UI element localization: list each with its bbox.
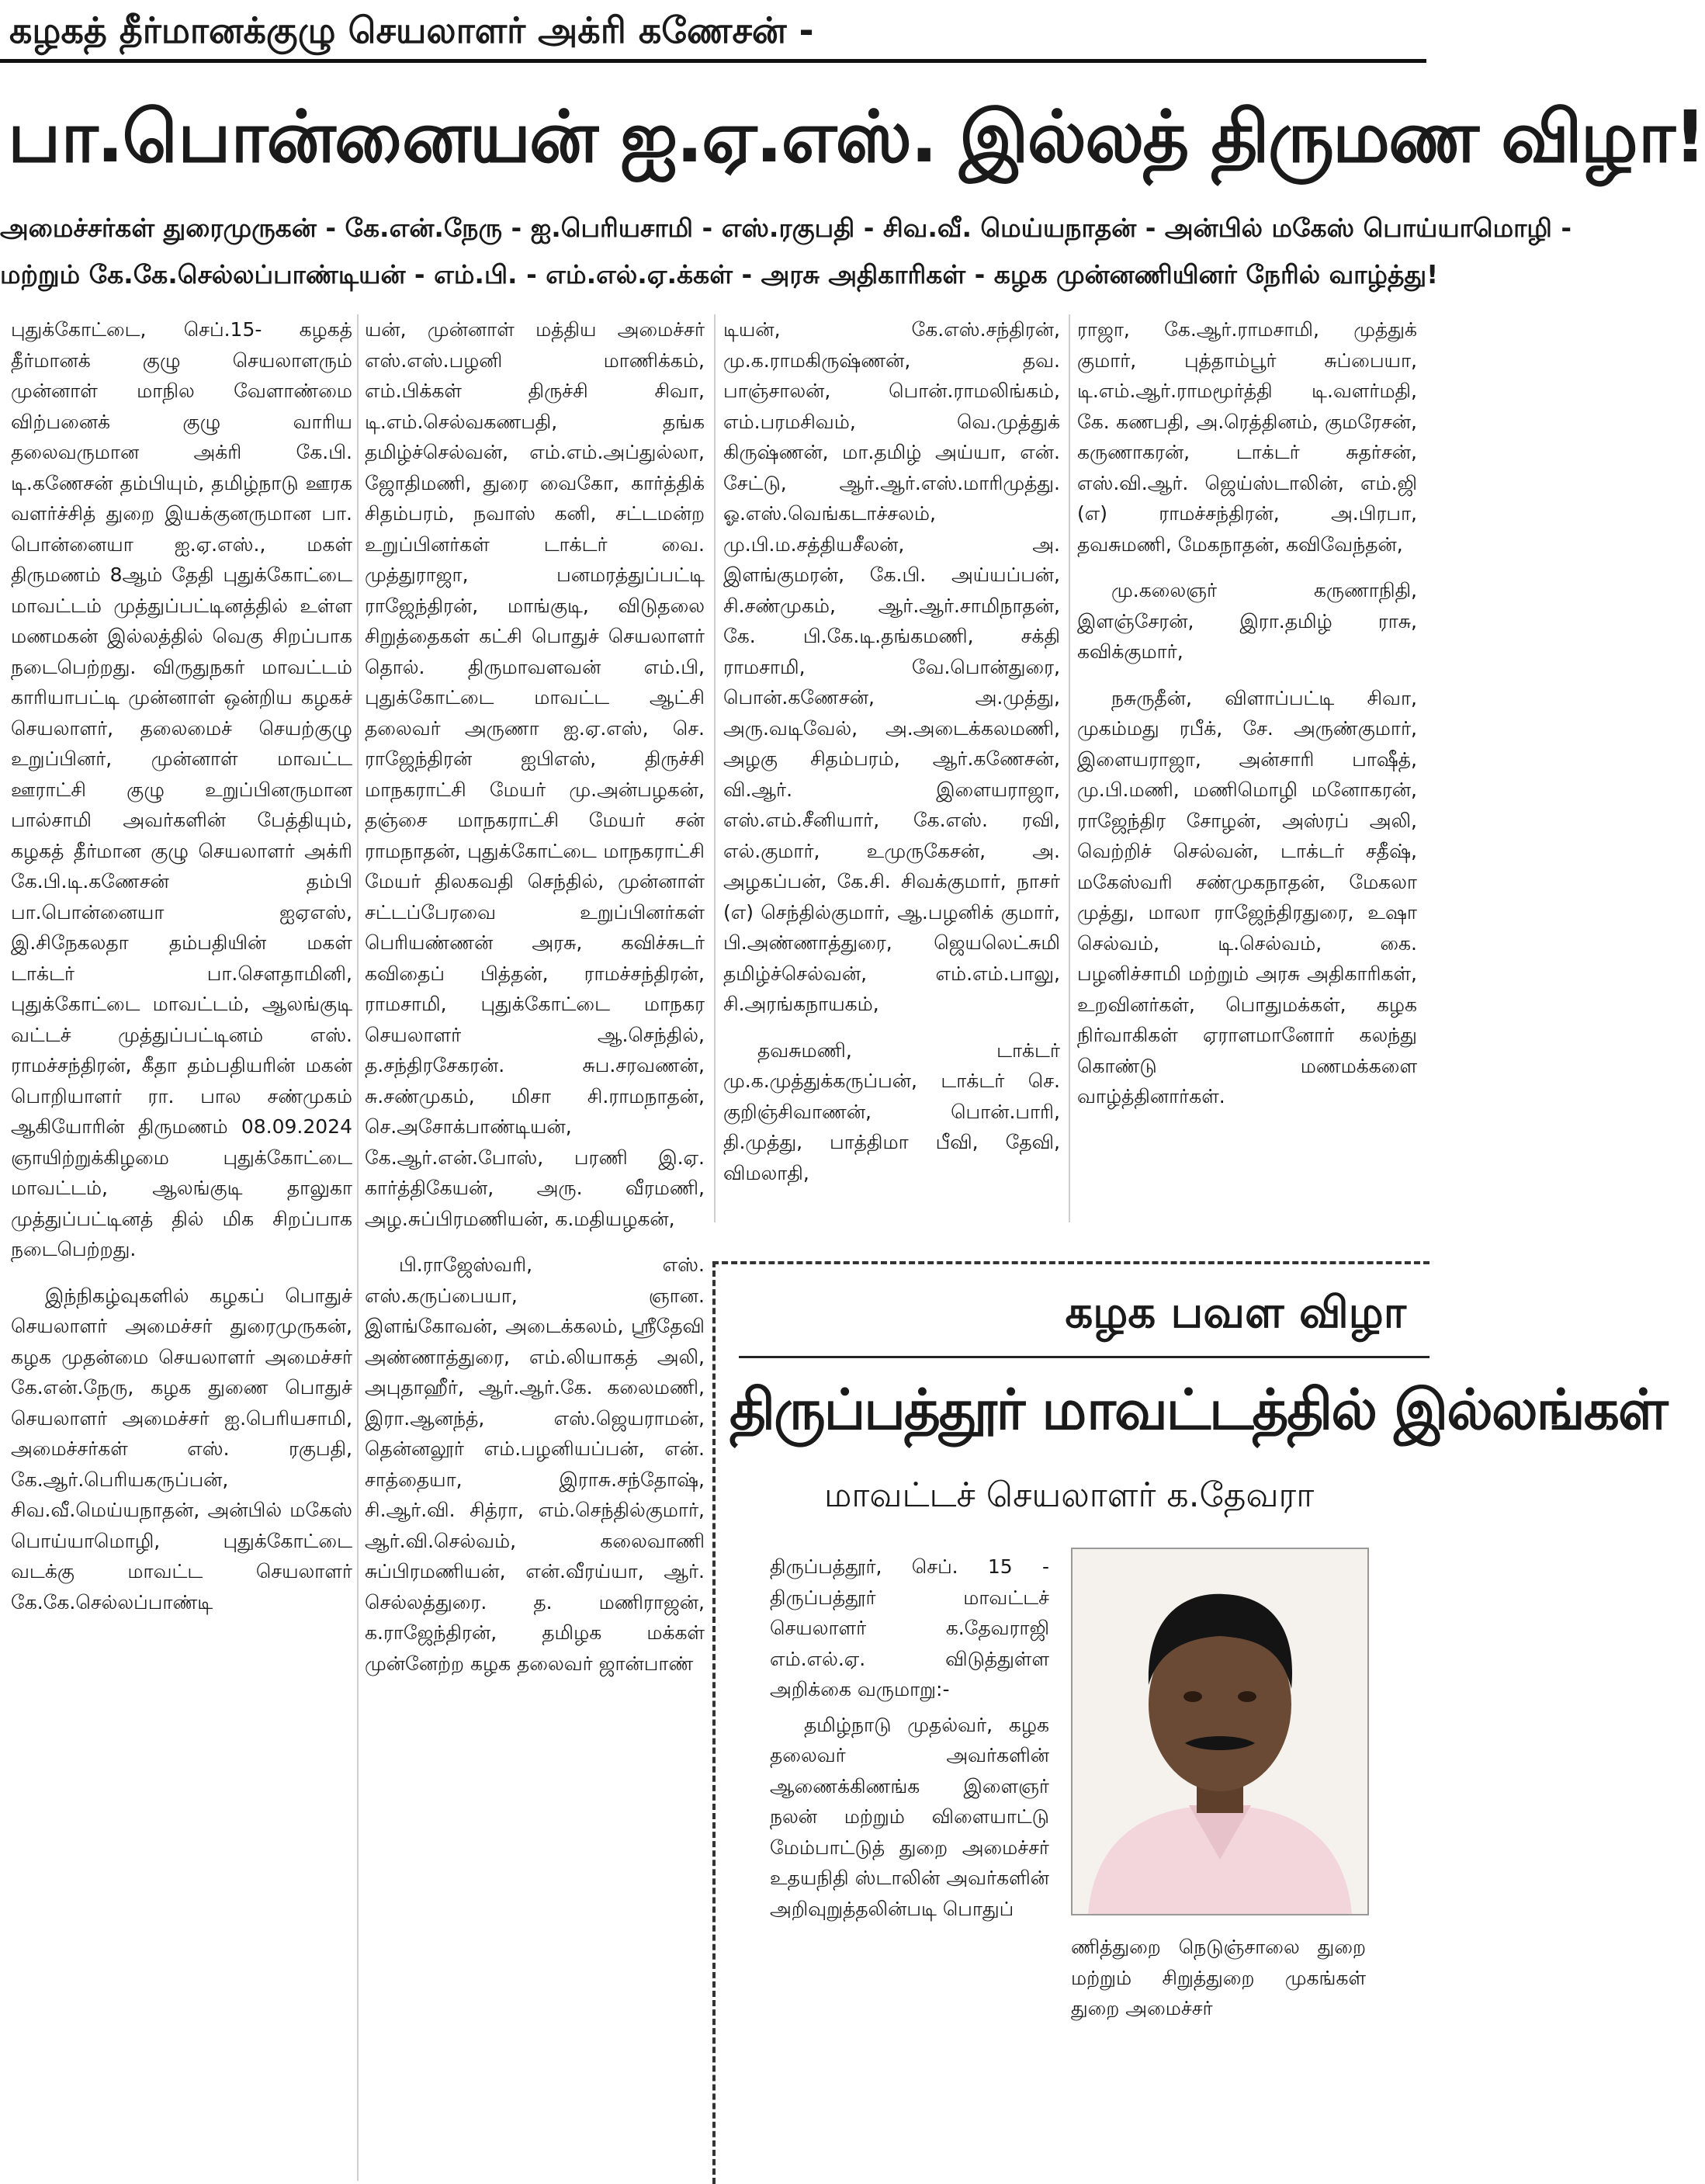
column-1-paragraph-2: இந்நிகழ்வுகளில் கழகப் பொதுச் செயலாளர் அமைச்சர் துரைமுருகன், கழக முதன்மை செயலாளர் அமைச்சர் கே.என்.நேரு, கழக துணை பொதுச் செயலாளர் அமைச்சர் ஐ.பெரியசாமி, அமைச்சர்கள் எஸ். ரகுபதி, கே.ஆர்.பெரியகருப்பன், சிவ.வீ.மெய்யநாதன், அன்பில் மகேஸ் பொய்யாமொழி, புதுக்கோட்டை வடக்கு மாவட்ட செயலாளர் கே.கே.செல்லப்பாண்டி bbox=[11, 1284, 352, 1614]
column-4-paragraph-1: ராஜா, கே.ஆர்.ராமசாமி, முத்துக் குமார், புத்தாம்பூர் சுப்பையா, டி.எம்.ஆர்.ராமமூர்த்தி டி.வளர்மதி, கே. கணபதி, அ.ரெத்தினம், குமரேசன், கருணாகரன், டாக்டர் சுதர்சன், எஸ்.வி.ஆர். ஜெய்ஸ்டாலின், எம்.ஜி (எ) ராமச்சந்திரன், அ.பிரபா, தவசுமணி, மேகநாதன், கவிவேந்தன், bbox=[1077, 318, 1417, 556]
column-3 bbox=[723, 314, 1060, 1222]
second-story-body bbox=[770, 1551, 1049, 1924]
column-2 bbox=[365, 314, 705, 2181]
column-2-paragraph-1: யன், முன்னாள் மத்திய அமைச்சர் எஸ்.எஸ்.பழனி மாணிக்கம், எம்.பிக்கள் திருச்சி சிவா, டி.எம்.செல்வகணபதி, தங்க தமிழ்ச்செல்வன், எம்.எம்.அப்துல்லா, ஜோதிமணி, துரை வைகோ, கார்த்திக் சிதம்பரம், நவாஸ் கனி, சட்டமன்ற உறுப்பினர்கள் டாக்டர் வை. முத்துராஜா, பனமரத்துப்பட்டி ராஜேந்திரன், மாங்குடி, விடுதலை சிறுத்தைகள் கட்சி பொதுச் செயலாளர் தொல். திருமாவளவன் எம்.பி, புதுக்கோட்டை மாவட்ட ஆட்சி தலைவர் அருணா ஐ.ஏ.எஸ், செ. ராஜேந்திரன் ஐபிஎஸ், திருச்சி மாநகராட்சி மேயர் மு.அன்பழகன், தஞ்சை மாநகராட்சி மேயர் சன் ராமநாதன், புதுக்கோட்டை மாநகராட்சி மேயர் திலகவதி செந்தில், முன்னாள் சட்டப்பேரவை உறுப்பினர்கள் பெரியண்ணன் அரசு, கவிச்சுடர் கவிதைப் பித்தன், ராமச்சந்திரன், ராமசாமி, புதுக்கோட்டை மாநகர செயலாளர் ஆ.செந்தில், த.சந்திரசேகரன். சுப.சரவணன், சு.சண்முகம், மிசா சி.ராமநாதன், செ.அசோக்பாண்டியன், கே.ஆர்.என்.போஸ், பரணி இ.ஏ. கார்த்திகேயன், அரு. வீரமணி, அழ.சுப்பிரமணியன், க.மதியழகன், bbox=[365, 318, 705, 1230]
second-story-tail-paragraph: ணித்துறை நெடுஞ்சாலை துறை மற்றும் சிறுத்துறை முகங்கள் துறை அமைச்சர் bbox=[1071, 1936, 1366, 2019]
column-4-paragraph-2: மு.கலைஞர் கருணாநிதி, இளஞ்சேரன், இரா.தமிழ் ராசு, கவிக்குமார், bbox=[1077, 579, 1417, 663]
second-story-rule bbox=[739, 1356, 1429, 1358]
strapline-line-1: அமைச்சர்கள் துரைமுருகன் - கே.என்.நேரு - ஐ.பெரியசாமி - எஸ்.ரகுபதி - சிவ.வீ. மெய்யநாதன் - அன்பில் மகேஸ் பொய்யாமொழி - bbox=[0, 213, 1572, 243]
column-divider bbox=[714, 314, 716, 1222]
column-3-paragraph-1: டியன், கே.எஸ்.சந்திரன், மு.க.ராமகிருஷ்ணன், தவ. பாஞ்சாலன், பொன்.ராமலிங்கம், எம்.பரமசிவம், வெ.முத்துக் கிருஷ்ணன், மா.தமிழ் அய்யா, என். சேட்டு, ஆர்.ஆர்.எஸ்.மாரிமுத்து. ஓ.எஸ்.வெங்கடாச்சலம், மு.பி.ம.சத்தியசீலன், அ. இளங்குமரன், கே.பி. அய்யப்பன், சி.சண்முகம், ஆர்.ஆர்.சாமிநாதன், கே. பி.கே.டி.தங்கமணி, சக்தி ராமசாமி, வே.பொன்துரை, பொன்.கணேசன், அ.முத்து, அரு.வடிவேல், அ.அடைக்கலமணி, அழகு சிதம்பரம், ஆர்.கணேசன், வி.ஆர். இளையராஜா, எஸ்.எம்.சீனியார், கே.எஸ். ரவி, எல்.குமார், உமுருகேசன், அ. அழகப்பன், கே.சி. சிவக்குமார், நாசர் (எ) செந்தில்குமார், ஆ.பழனிக் குமார், பி.அண்ணாத்துரை, ஜெயலெட்சுமி தமிழ்ச்செல்வன், எம்.எம்.பாலு, சி.அரங்கநாயகம், bbox=[723, 318, 1060, 1015]
second-story-box bbox=[712, 1261, 1667, 2184]
left-eye bbox=[1183, 1691, 1202, 1702]
second-story-paragraph-2: தமிழ்நாடு முதல்வர், கழக தலைவர் அவர்களின் ஆணைக்கிணங்க இளைஞர் நலன் மற்றும் விளையாட்டு மேம்பாட்டுத் துறை அமைச்சர் உதயநிதி ஸ்டாலின் அவர்களின் அறிவுறுத்தலின்படி பொதுப் bbox=[770, 1713, 1049, 1920]
second-story-tail bbox=[1071, 1932, 1366, 2024]
column-4 bbox=[1077, 314, 1417, 1222]
kicker-rule bbox=[0, 59, 1426, 63]
column-2-paragraph-2: பி.ராஜேஸ்வரி, எஸ். எஸ்.கருப்பையா, ஞான. இளங்கோவன், அடைக்கலம், ஸ்ரீதேவி அண்ணாத்துரை, எம்.லியாகத் அலி, அபுதாஹீர், ஆர்.ஆர்.கே. கலைமணி, இரா.ஆனந்த், எஸ்.ஜெயராமன், தென்னலூர் எம்.பழனியப்பன், என். சாத்தையா, இராசு.சந்தோஷ், சி.ஆர்.வி. சித்ரா, எம்.செந்தில்குமார், ஆர்.வி.செல்வம், கலைவாணி சுப்பிரமணியன், என்.வீரய்யா, ஆர். செல்லத்துரை. த. மணிராஜன், க.ராஜேந்திரன், தமிழக மக்கள் முன்னேற்ற கழக தலைவர் ஜான்பாண் bbox=[365, 1253, 705, 1675]
column-1 bbox=[11, 314, 352, 2181]
second-story-headline: திருப்பத்தூர் மாவட்டத்தில் இல்லங்கள் bbox=[729, 1377, 1667, 1442]
column-4-paragraph-3: நசுருதீன், விளாப்பட்டி சிவா, முகம்மது ரபீக், சே. அருண்குமார், இளையராஜா, அன்சாரி பாஷீத், மு.பி.மணி, மணிமொழி மனோகரன், ராஜேந்திர சோழன், அஸ்ரப் அலி, வெற்றிச் செல்வன், டாக்டர் சதீஷ், மகேஸ்வரி சண்முகநாதன், மேகலா முத்து, மாலா ராஜேந்திரதுரை, உஷா செல்வம், டி.செல்வம், கை. பழனிச்சாமி மற்றும் அரசு அதிகாரிகள், உறவினர்கள், பொதுமக்கள், கழக நிர்வாகிகள் ஏராளமானோர் கலந்து கொண்டு மணமக்களை வாழ்த்தினார்கள். bbox=[1077, 686, 1417, 1108]
column-1-paragraph-1: புதுக்கோட்டை, செப்.15- கழகத் தீர்மானக் குழு செயலாளரும் முன்னாள் மாநில வேளாண்மை விற்பனைக் குழு வாரிய தலைவருமான அக்ரி கே.பி. டி.கணேசன் தம்பியும், தமிழ்நாடு ஊரக வளர்ச்சித் துறை இயக்குனருமான பா. பொன்னையா ஐ.ஏ.எஸ்., மகள் திருமணம் 8ஆம் தேதி புதுக்கோட்டை மாவட்டம் முத்துப்பட்டினத்தில் உள்ள மணமகன் இல்லத்தில் வெகு சிறப்பாக நடைபெற்றது. விருதுநகர் மாவட்டம் காரியாபட்டி முன்னாள் ஒன்றிய கழகச் செயலாளர், தலைமைச் செயற்குழு உறுப்பினர், முன்னாள் மாவட்ட ஊராட்சி குழு உறுப்பினருமான பால்சாமி அவர்களின் பேத்தியும், கழகத் தீர்மான குழு செயலாளர் அக்ரி கே.பி.டி.கணேசன் தம்பி பா.பொன்னையா ஐஏஎஸ், இ.சிநேகலதா தம்பதியின் மகள் டாக்டர் பா.சௌதாமினி, புதுக்கோட்டை மாவட்டம், ஆலங்குடி வட்டச் முத்துப்பட்டினம் எஸ். ராமச்சந்திரன், கீதா தம்பதியரின் மகன் பொறியாளர் ரா. பால சண்முகம் ஆகியோரின் திருமணம் 08.09.2024 ஞாயிற்றுக்கிழமை புதுக்கோட்டை மாவட்டம், ஆலங்குடி தாலுகா முத்துப்பட்டினத் தில் மிக சிறப்பாக நடைபெற்றது. bbox=[11, 318, 352, 1260]
kicker: கழகத் தீர்மானக்குழு செயலாளர் அக்ரி கணேசன் - bbox=[9, 9, 814, 51]
portrait-photo bbox=[1071, 1548, 1369, 1915]
column-3-paragraph-2: தவசுமணி, டாக்டர் மு.க.முத்துக்கருப்பன், டாக்டர் செ. குறிஞ்சிவாணன், பொன்.பாரி, தி.முத்து, பாத்திமா பீவி, தேவி, விமலாதி, bbox=[723, 1038, 1060, 1184]
second-story-paragraph-1: திருப்பத்தூர், செப். 15 - திருப்பத்தூர் மாவட்டச் செயலாளர் க.தேவராஜி எம்.எல்.ஏ. விடுத்துள்ள அறிக்கை வருமாறு:- bbox=[770, 1555, 1049, 1700]
portrait-illustration bbox=[1073, 1549, 1367, 1914]
column-divider bbox=[357, 314, 359, 2181]
kicker-bar bbox=[0, 0, 1426, 65]
second-story-label: கழக பவள விழா bbox=[1065, 1288, 1406, 1338]
column-divider bbox=[1069, 314, 1070, 1222]
second-story-subhead: மாவட்டச் செயலாளர் க.தேவரா bbox=[824, 1475, 1315, 1515]
headline-block bbox=[0, 71, 1705, 203]
strapline bbox=[0, 205, 1572, 298]
strapline-line-2: மற்றும் கே.கே.செல்லப்பாண்டியன் - எம்.பி. - எம்.எல்.ஏ.க்கள் - அரசு அதிகாரிகள் - கழக முன்னணியினர் நேரில் வாழ்த்து! bbox=[0, 259, 1439, 289]
headline: பா.பொன்னையன் ஐ.ஏ.எஸ். இல்லத் திருமண விழா! bbox=[8, 95, 1705, 179]
right-eye bbox=[1238, 1691, 1256, 1702]
